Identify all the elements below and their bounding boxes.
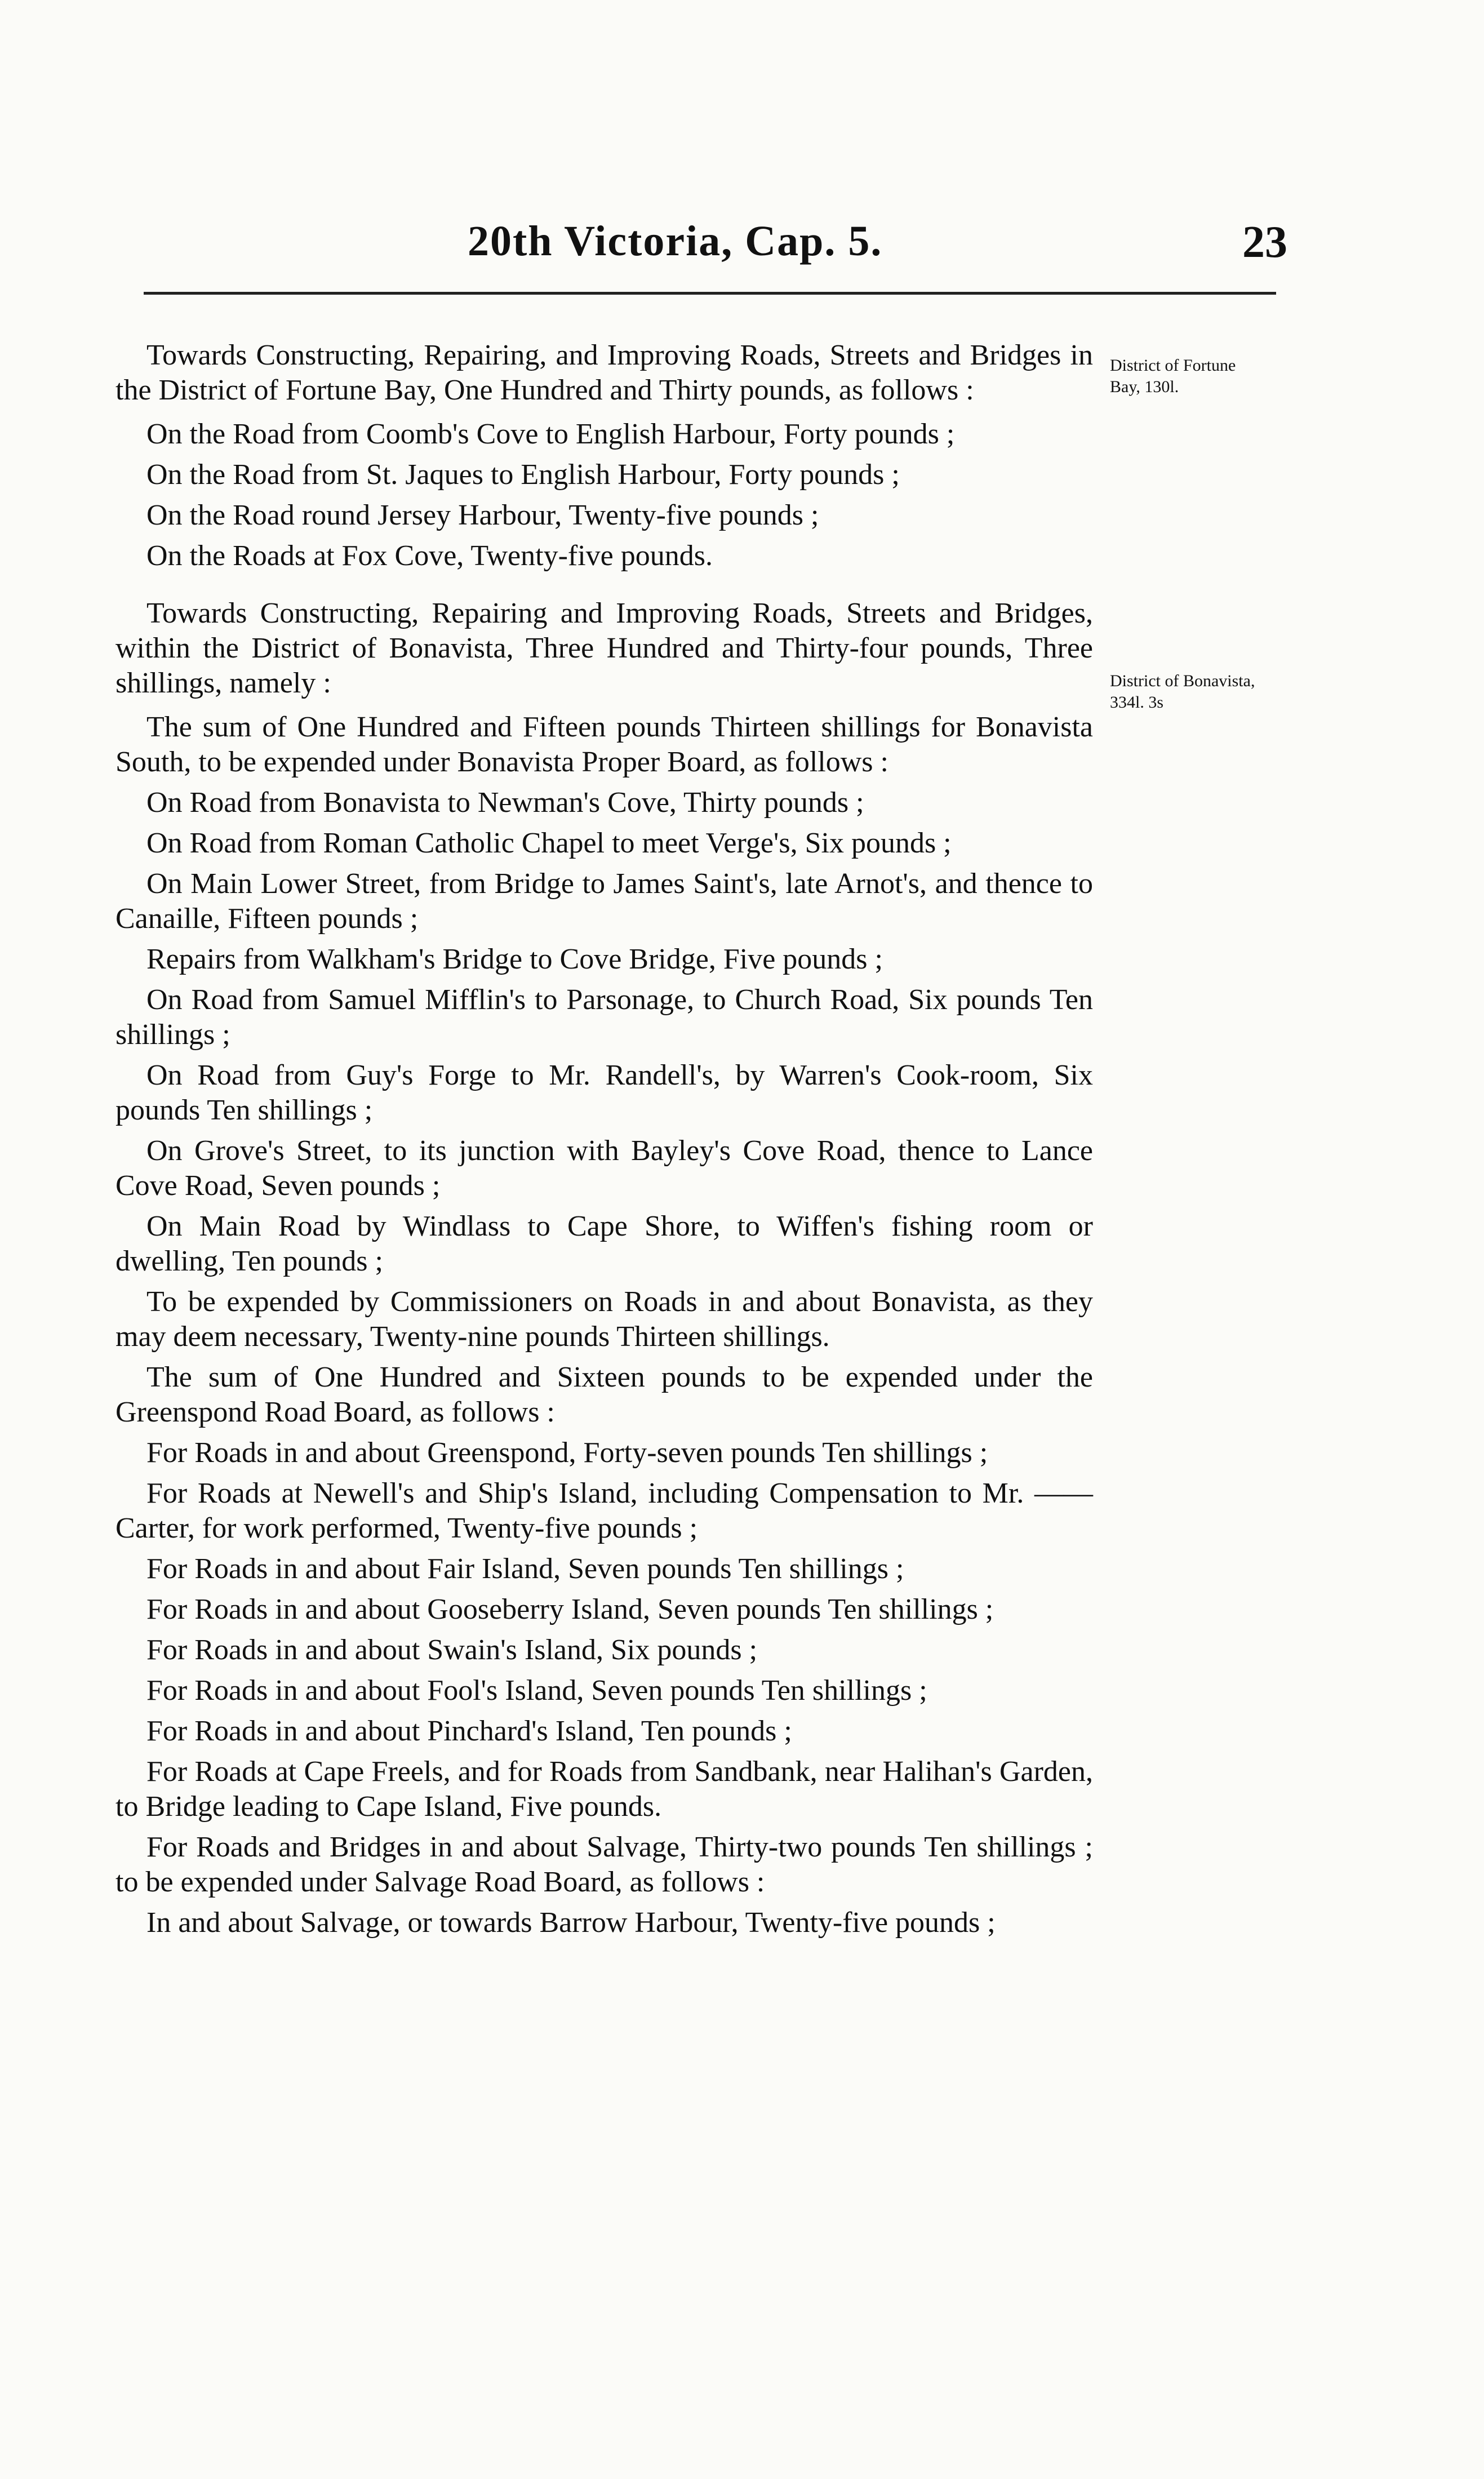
section-paragraph: Towards Constructing, Repairing, and Improving Roads, Streets and Bridges in the District of Fortune Bay, One Hundred and Thirty pounds, as follows : — [115, 339, 1093, 406]
item-paragraph: For Roads in and about Fair Island, Seven pounds Ten shillings ; — [146, 1553, 904, 1585]
item-paragraph: The sum of One Hundred and Fifteen pounds Thirteen shillings for Bonavista South, to be expended under Bonavista Proper Board, as follows : — [115, 711, 1093, 778]
running-title: 20th Victoria, Cap. 5. — [468, 217, 883, 265]
item-paragraph: For Roads in and about Pinchard's Island, Ten pounds ; — [146, 1715, 792, 1747]
item-paragraph: To be expended by Commissioners on Roads in and about Bonavista, as they may deem necessary, Twenty-nine pounds Thirteen shillings. — [115, 1286, 1093, 1353]
item-paragraph: Repairs from Walkham's Bridge to Cove Bridge, Five pounds ; — [146, 943, 883, 975]
margin-note-bonavista: District of Bonavista, 334l. 3s — [1110, 672, 1255, 712]
item-paragraph: On Road from Roman Catholic Chapel to meet Verge's, Six pounds ; — [146, 827, 952, 859]
item-paragraph: For Roads at Cape Freels, and for Roads from Sandbank, near Halihan's Garden, to Bridge leading to Cape Island, Five pounds. — [115, 1756, 1093, 1823]
item-paragraph: On Road from Samuel Mifflin's to Parsonage, to Church Road, Six pounds Ten shillings ; — [115, 984, 1093, 1051]
item-paragraph: For Roads in and about Greenspond, Forty-seven pounds Ten shillings ; — [146, 1437, 988, 1469]
item-paragraph: On the Road round Jersey Harbour, Twenty-five pounds ; — [146, 499, 819, 531]
main-text — [115, 338, 1093, 1946]
item-paragraph: For Roads in and about Fool's Island, Seven pounds Ten shillings ; — [146, 1674, 927, 1707]
item-paragraph: On Road from Bonavista to Newman's Cove, Thirty pounds ; — [146, 787, 864, 819]
item-paragraph: On the Road from Coomb's Cove to English Harbour, Forty pounds ; — [146, 418, 955, 450]
item-paragraph: For Roads and Bridges in and about Salvage, Thirty-two pounds Ten shillings ; to be expended under Salvage Road Board, as follows : — [115, 1831, 1093, 1898]
section-paragraph: Towards Constructing, Repairing and Improving Roads, Streets and Bridges, within the District of Bonavista, Three Hundred and Thirty-four pounds, Three shillings, namely : — [115, 597, 1093, 699]
page-header — [0, 217, 1484, 296]
margin-note-fortune-bay: District of Fortune Bay, 130l. — [1110, 356, 1236, 396]
item-paragraph: For Roads at Newell's and Ship's Island, including Compensation to Mr. —— Carter, for work performed, Twenty-five pounds ; — [115, 1477, 1093, 1544]
item-paragraph: On Main Road by Windlass to Cape Shore, to Wiffen's fishing room or dwelling, Ten pounds ; — [115, 1210, 1093, 1277]
item-paragraph: For Roads in and about Swain's Island, Six pounds ; — [146, 1634, 758, 1666]
item-paragraph: On Main Lower Street, from Bridge to James Saint's, late Arnot's, and thence to Canaille, Fifteen pounds ; — [115, 868, 1093, 935]
item-paragraph: The sum of One Hundred and Sixteen pounds to be expended under the Greenspond Road Board, as follows : — [115, 1361, 1093, 1428]
header-rule — [144, 292, 1276, 295]
item-paragraph: For Roads in and about Gooseberry Island, Seven pounds Ten shillings ; — [146, 1593, 994, 1625]
item-paragraph: On the Roads at Fox Cove, Twenty-five pounds. — [146, 540, 713, 572]
item-paragraph: In and about Salvage, or towards Barrow Harbour, Twenty-five pounds ; — [146, 1907, 996, 1939]
page-number: 23 — [1242, 217, 1287, 267]
item-paragraph: On the Road from St. Jaques to English Harbour, Forty pounds ; — [146, 459, 900, 491]
item-paragraph: On Grove's Street, to its junction with Bayley's Cove Road, thence to Lance Cove Road, Seven pounds ; — [115, 1135, 1093, 1202]
item-paragraph: On Road from Guy's Forge to Mr. Randell's, by Warren's Cook-room, Six pounds Ten shillings ; — [115, 1059, 1093, 1126]
